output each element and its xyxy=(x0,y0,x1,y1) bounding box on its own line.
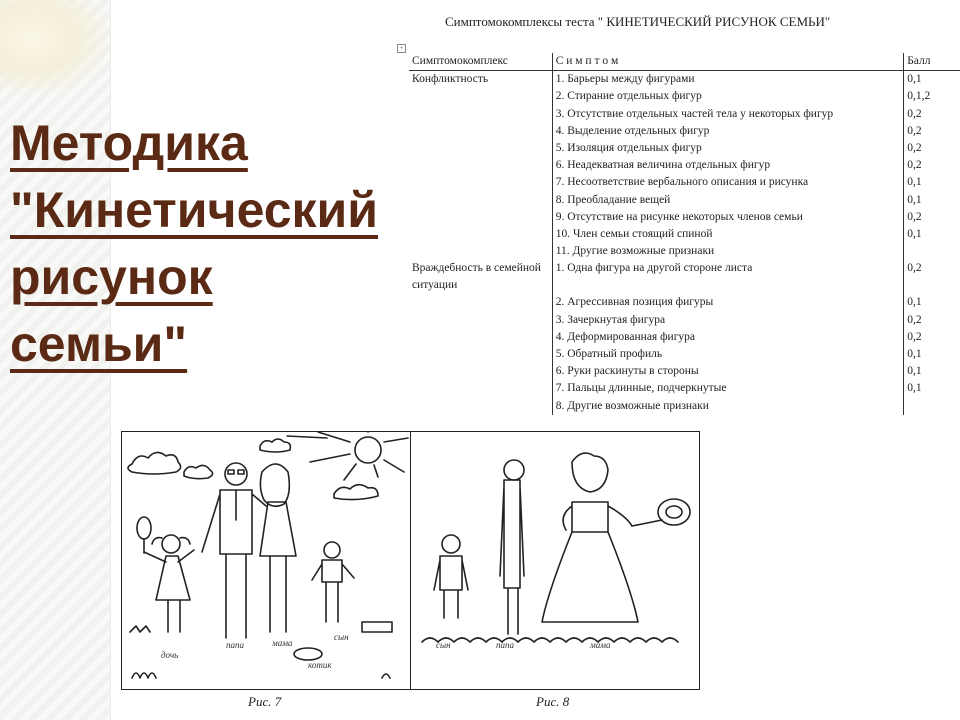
table-row xyxy=(409,260,960,294)
cell-score: 0,1 xyxy=(907,365,922,378)
cell-complex xyxy=(409,174,552,191)
table-title: Симптомокомплексы теста " КИНЕТИЧЕСКИЙ РИСУНОК СЕМЬИ" xyxy=(445,14,831,29)
table-row xyxy=(409,106,960,123)
cell-score: 0,1 xyxy=(907,193,922,206)
cell-score: 0,1,2 xyxy=(907,90,931,103)
cell-complex: Враждебность в семейной ситуации xyxy=(409,260,552,294)
cell-symptom: 9. Отсутствие на рисунке некоторых членов семьи xyxy=(552,209,904,226)
table-row xyxy=(409,294,960,311)
cell-complex xyxy=(409,106,552,123)
cell-symptom: 7. Несоответствие вербального описания и рисунка xyxy=(552,174,904,191)
cell-symptom: 5. Обратный профиль xyxy=(552,346,904,363)
table-row xyxy=(409,88,960,105)
cell-complex xyxy=(409,346,552,363)
cell-score: 0,2 xyxy=(907,210,922,223)
cell-complex xyxy=(409,88,552,105)
cell-symptom: 3. Отсутствие отдельных частей тела у некоторых фигур xyxy=(552,106,904,123)
table-row xyxy=(409,243,960,260)
cell-complex xyxy=(409,363,552,380)
fig7-label-mom: мама xyxy=(272,638,293,648)
table-header-row xyxy=(409,53,960,71)
symptoms-table xyxy=(409,53,960,415)
table-row xyxy=(409,312,960,329)
cell-score: 0,1 xyxy=(907,228,922,241)
cell-symptom: 10. Член семьи стоящий спиной xyxy=(552,226,904,243)
cell-score: 0,2 xyxy=(907,107,922,120)
fig8-drawing xyxy=(422,453,690,642)
table-row xyxy=(409,174,960,191)
cell-complex: Конфликтность xyxy=(409,71,552,89)
table-row xyxy=(409,329,960,346)
fig7-label-son: сын xyxy=(334,632,349,642)
drawings-divider xyxy=(410,432,411,689)
table-row xyxy=(409,346,960,363)
cell-symptom: 7. Пальцы длинные, подчеркнутые xyxy=(552,380,904,397)
table-row xyxy=(409,380,960,397)
cell-score xyxy=(904,398,960,415)
cell-score: 0,1 xyxy=(907,348,922,361)
fig7-drawing xyxy=(128,432,408,678)
cell-symptom: 3. Зачеркнутая фигура xyxy=(552,312,904,329)
cell-complex xyxy=(409,294,552,311)
slide-title: Методика "Кинетический рисунок семьи" xyxy=(10,115,379,372)
cell-symptom: 11. Другие возможные признаки xyxy=(552,243,904,260)
fig8-label-dad: папа xyxy=(496,640,514,650)
cell-complex xyxy=(409,243,552,260)
cell-complex xyxy=(409,157,552,174)
fig7-label-dad: папа xyxy=(226,640,244,650)
fig8-caption: Рис. 8 xyxy=(536,694,570,709)
fig7-label-daughter: дочь xyxy=(161,650,179,660)
table-row xyxy=(409,209,960,226)
cell-complex xyxy=(409,329,552,346)
cell-symptom: 4. Деформированная фигура xyxy=(552,329,904,346)
cell-complex xyxy=(409,398,552,415)
table-row xyxy=(409,157,960,174)
table-row xyxy=(409,123,960,140)
table-move-handle-icon[interactable]: + xyxy=(397,44,406,53)
fig8-label-son: сын xyxy=(436,640,451,650)
table-row xyxy=(409,192,960,209)
cell-score: 0,2 xyxy=(907,330,922,343)
header-symptom: С и м п т о м xyxy=(552,53,904,71)
cell-complex xyxy=(409,312,552,329)
cell-score: 0,1 xyxy=(907,382,922,395)
cell-score: 0,2 xyxy=(907,262,922,275)
cell-score: 0,2 xyxy=(907,313,922,326)
cell-complex xyxy=(409,123,552,140)
cell-complex xyxy=(409,192,552,209)
cell-score: 0,2 xyxy=(907,142,922,155)
cell-complex xyxy=(409,226,552,243)
cell-symptom: 1. Барьеры между фигурами xyxy=(552,71,904,89)
header-complex: Симптомокомплекс xyxy=(409,53,552,71)
cell-score: 0,1 xyxy=(907,296,922,309)
cell-symptom: 8. Преобладание вещей xyxy=(552,192,904,209)
cell-symptom: 8. Другие возможные признаки xyxy=(552,398,904,415)
table-row xyxy=(409,71,960,89)
table-row xyxy=(409,226,960,243)
fig8-label-mom: мама xyxy=(590,640,611,650)
table-row xyxy=(409,398,960,415)
cell-symptom: 4. Выделение отдельных фигур xyxy=(552,123,904,140)
cell-symptom: 5. Изоляция отдельных фигур xyxy=(552,140,904,157)
table-row xyxy=(409,140,960,157)
header-score: Балл xyxy=(904,53,960,71)
cell-symptom: 6. Руки раскинуты в стороны xyxy=(552,363,904,380)
cell-score: 0,1 xyxy=(907,73,922,86)
cell-symptom: 2. Стирание отдельных фигур xyxy=(552,88,904,105)
cell-score: 0,2 xyxy=(907,124,922,137)
decorative-corner-glow xyxy=(0,0,108,95)
cell-complex xyxy=(409,380,552,397)
cell-complex xyxy=(409,209,552,226)
cell-symptom: 6. Неадекватная величина отдельных фигур xyxy=(552,157,904,174)
cell-complex xyxy=(409,140,552,157)
cell-score: 0,1 xyxy=(907,176,922,189)
cell-symptom: 2. Агрессивная позиция фигуры xyxy=(552,294,904,311)
family-drawings-panel xyxy=(121,431,700,690)
table-row xyxy=(409,363,960,380)
cell-score: 0,2 xyxy=(907,159,922,172)
fig7-label-cat: котик xyxy=(308,660,332,670)
fig7-caption: Рис. 7 xyxy=(248,694,282,709)
cell-symptom: 1. Одна фигура на другой стороне листа xyxy=(552,260,904,294)
cell-score xyxy=(904,243,960,260)
